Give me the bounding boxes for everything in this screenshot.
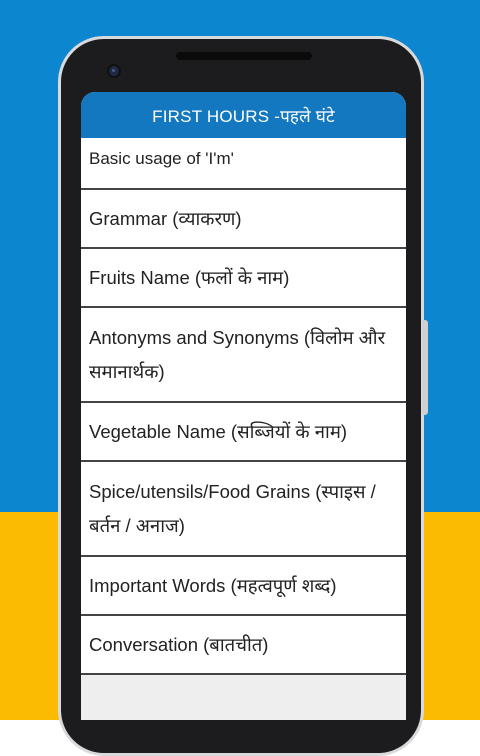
list-item-conversation[interactable]: [81, 616, 406, 675]
list-item-label: Basic usage of 'I'm': [89, 149, 234, 168]
app-header: [81, 92, 406, 138]
header-title: FIRST HOURS -पहले घंटे: [152, 106, 335, 126]
list-item-important-words[interactable]: [81, 557, 406, 616]
list-item-label: Important Words (महत्वपूर्ण शब्द): [89, 574, 337, 596]
list-item-label: Antonyms and Synonyms (विलोम और समानार्थक): [89, 326, 386, 382]
phone-side-button: [422, 320, 428, 415]
front-camera-icon: [109, 66, 119, 76]
list-item-grammar[interactable]: [81, 190, 406, 249]
list-item-label: Vegetable Name (सब्जियों के नाम): [89, 420, 348, 442]
list-item-spice-utensils[interactable]: [81, 462, 406, 557]
list-item-basic-usage[interactable]: [81, 138, 406, 190]
list-item-antonyms-synonyms[interactable]: [81, 308, 406, 403]
list-item-label: Conversation (बातचीत): [89, 633, 269, 655]
app-screen: [81, 92, 406, 720]
phone-speaker: [176, 52, 312, 60]
list-item-label: Spice/utensils/Food Grains (स्पाइस / बर्तन / अनाज): [89, 480, 376, 536]
list-item-vegetable-name[interactable]: [81, 403, 406, 462]
list-item-label: Grammar (व्याकरण): [89, 207, 242, 229]
topic-list: [81, 138, 406, 675]
list-item-fruits-name[interactable]: [81, 249, 406, 308]
list-item-label: Fruits Name (फलों के नाम): [89, 266, 290, 288]
